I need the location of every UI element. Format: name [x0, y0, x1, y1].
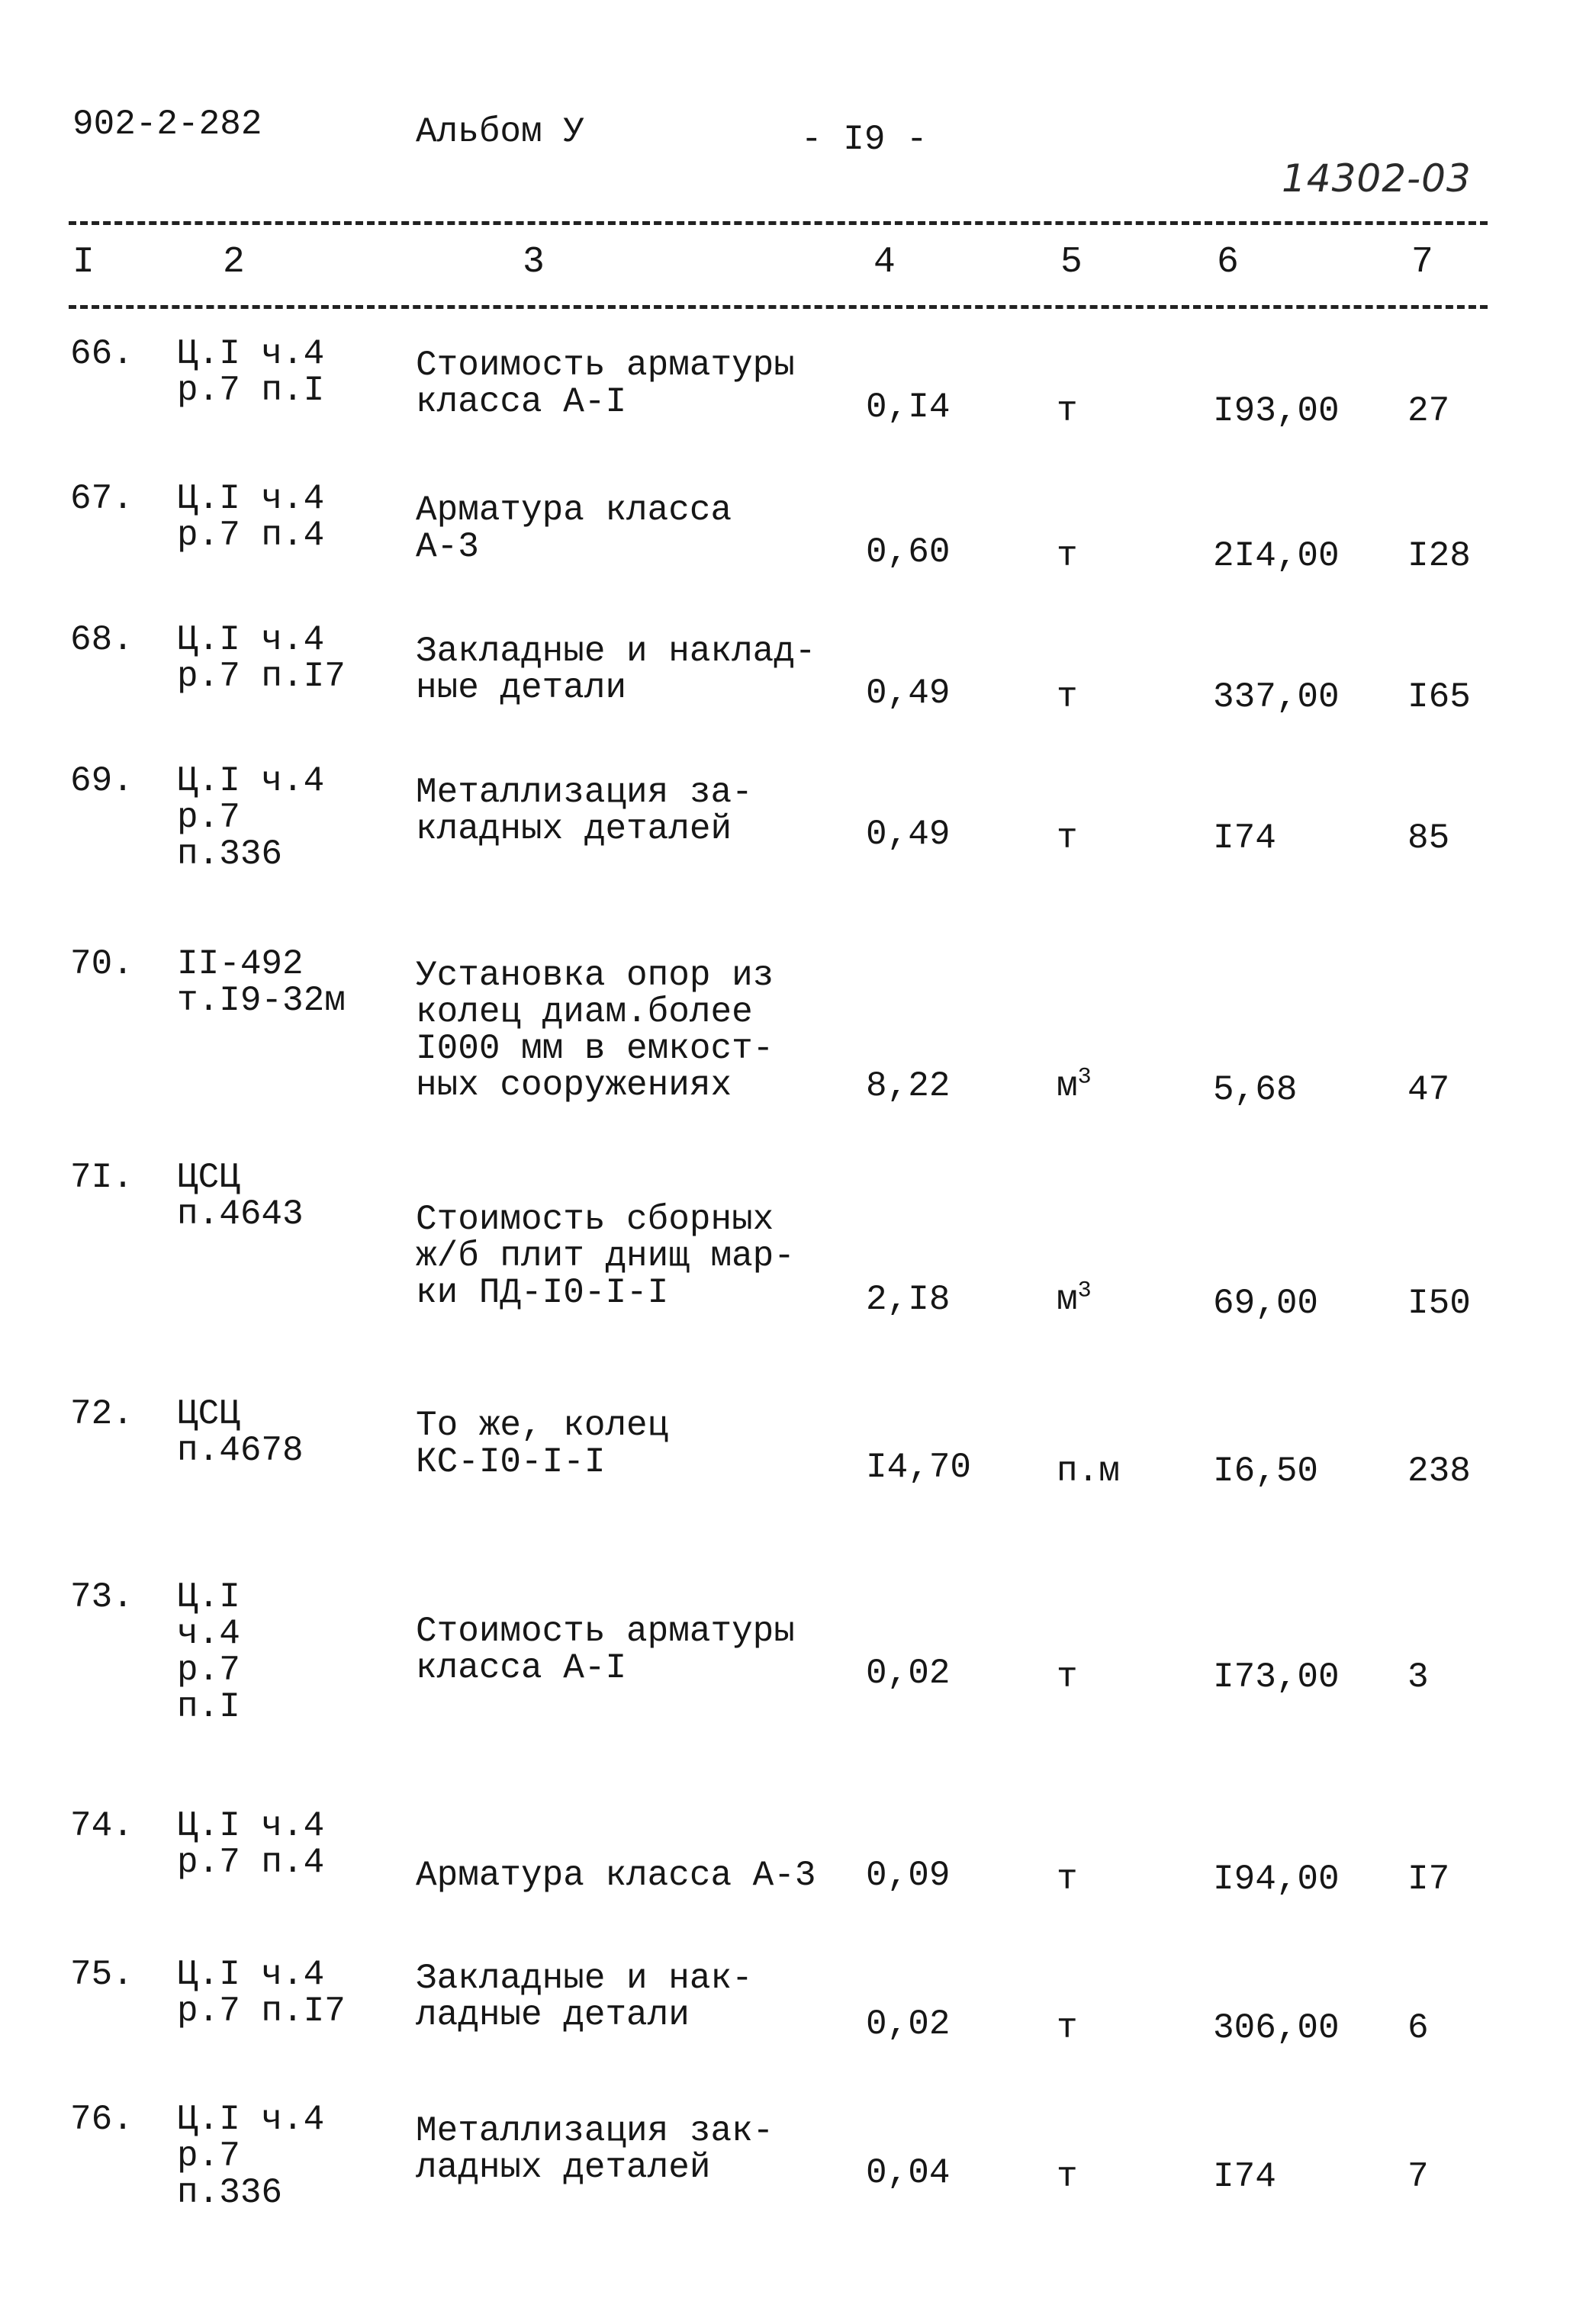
column-number-6: 6 [1217, 242, 1239, 283]
row-reference: Ц.I ч.4 р.7 п.I7 [177, 620, 346, 696]
row-quantity: 0,60 [866, 532, 951, 572]
row-number: 7I. [70, 1158, 134, 1197]
row-total: 47 [1407, 1070, 1450, 1110]
row-reference: Ц.I ч.4 р.7 п.336 [177, 2100, 325, 2213]
row-total: 3 [1407, 1657, 1429, 1697]
row-number: 69. [70, 761, 134, 801]
row-unit-text: м [1057, 1066, 1078, 1106]
row-price: I74 [1213, 2157, 1276, 2197]
row-unit-text: м [1057, 1280, 1078, 1320]
row-description: То же, колец КС-I0-I-I [416, 1406, 669, 1482]
row-reference: Ц.I ч.4 р.7 п.I [177, 1577, 240, 1727]
row-unit: т [1057, 1860, 1078, 1899]
row-reference: ЦСЦ п.4678 [177, 1394, 304, 1471]
row-quantity: 0,04 [866, 2153, 951, 2193]
row-price: I93,00 [1213, 391, 1340, 431]
row-price: I74 [1213, 818, 1276, 858]
row-quantity: 0,49 [866, 673, 951, 713]
row-quantity: 0,09 [866, 1856, 951, 1895]
column-number-2: 2 [223, 242, 245, 283]
row-unit: т [1057, 2157, 1078, 2197]
row-total: 238 [1407, 1451, 1471, 1491]
row-total: 7 [1407, 2157, 1429, 2197]
row-total: I7 [1407, 1860, 1450, 1899]
row-description: Металлизация зак- ладных деталей [416, 2111, 774, 2187]
row-quantity: 0,I4 [866, 387, 951, 427]
row-number: 76. [70, 2100, 134, 2139]
row-description: Закладные и наклад- ные детали [416, 632, 816, 708]
column-number-5: 5 [1060, 242, 1083, 283]
row-quantity: I4,70 [866, 1448, 972, 1487]
row-quantity: 8,22 [866, 1066, 951, 1106]
row-number: 74. [70, 1806, 134, 1846]
row-number: 72. [70, 1394, 134, 1434]
row-description: Арматура класса А-3 [416, 1856, 816, 1895]
row-reference: Ц.I ч.4 р.7 п.I [177, 334, 325, 410]
row-reference: Ц.I ч.4 р.7 п.336 [177, 761, 325, 874]
row-quantity: 0,49 [866, 815, 951, 854]
row-reference: Ц.I ч.4 р.7 п.4 [177, 1806, 325, 1882]
row-unit-superscript: 3 [1077, 1278, 1092, 1304]
row-description: Стоимость сборных ж/б плит днищ мар- ки ПД-I0-I-I [416, 1200, 795, 1313]
column-number-7: 7 [1411, 242, 1433, 283]
row-reference: Ц.I ч.4 р.7 п.I7 [177, 1955, 346, 2031]
document-code: 902-2-282 [72, 104, 262, 144]
page-number: - I9 - [801, 120, 928, 159]
row-unit-superscript: 3 [1077, 1064, 1092, 1091]
row-price: 5,68 [1213, 1070, 1298, 1110]
row-unit: т [1057, 536, 1078, 576]
row-quantity: 0,02 [866, 2004, 951, 2044]
column-number-3: 3 [523, 242, 545, 283]
row-description: Стоимость арматуры класса А-I [416, 1612, 795, 1688]
row-quantity: 0,02 [866, 1654, 951, 1693]
row-unit: т [1057, 1657, 1078, 1697]
row-price: 2I4,00 [1213, 536, 1340, 576]
row-description: Стоимость арматуры класса А-I [416, 346, 795, 422]
row-total: I50 [1407, 1284, 1471, 1323]
row-number: 70. [70, 944, 134, 984]
header-rule-bottom [69, 305, 1488, 309]
row-quantity: 2,I8 [866, 1280, 951, 1320]
row-number: 68. [70, 620, 134, 660]
row-total: I28 [1407, 536, 1471, 576]
row-unit [1057, 1278, 1092, 1320]
header-rule-top [69, 221, 1488, 225]
row-unit: т [1057, 391, 1078, 431]
row-number: 73. [70, 1577, 134, 1617]
row-price: I6,50 [1213, 1451, 1319, 1491]
row-number: 75. [70, 1955, 134, 1995]
row-price: 306,00 [1213, 2008, 1340, 2048]
row-unit: т [1057, 818, 1078, 858]
column-number-4: 4 [873, 242, 896, 283]
row-number: 66. [70, 334, 134, 374]
album-label: Альбом У [416, 112, 584, 152]
row-unit: п.м [1057, 1451, 1120, 1491]
row-reference: Ц.I ч.4 р.7 п.4 [177, 479, 325, 555]
row-description: Металлизация за- кладных деталей [416, 773, 753, 849]
row-total: 27 [1407, 391, 1450, 431]
row-price: I94,00 [1213, 1860, 1340, 1899]
row-unit [1057, 1064, 1092, 1106]
row-reference: II-492 т.I9-32м [177, 944, 346, 1021]
row-number: 67. [70, 479, 134, 519]
row-total: I65 [1407, 677, 1471, 717]
handwritten-stamp: 14302-03 [1282, 156, 1472, 201]
row-price: 69,00 [1213, 1284, 1319, 1323]
column-number-1: I [72, 242, 95, 283]
row-total: 6 [1407, 2008, 1429, 2048]
row-reference: ЦСЦ п.4643 [177, 1158, 304, 1234]
row-unit: т [1057, 2008, 1078, 2048]
row-unit: т [1057, 677, 1078, 717]
row-total: 85 [1407, 818, 1450, 858]
row-description: Установка опор из колец диам.более I000 мм в емкост- ных сооружениях [416, 956, 774, 1105]
row-description: Арматура класса А-3 [416, 490, 732, 567]
row-description: Закладные и нак- ладные детали [416, 1959, 753, 2035]
row-price: 337,00 [1213, 677, 1340, 717]
row-price: I73,00 [1213, 1657, 1340, 1697]
